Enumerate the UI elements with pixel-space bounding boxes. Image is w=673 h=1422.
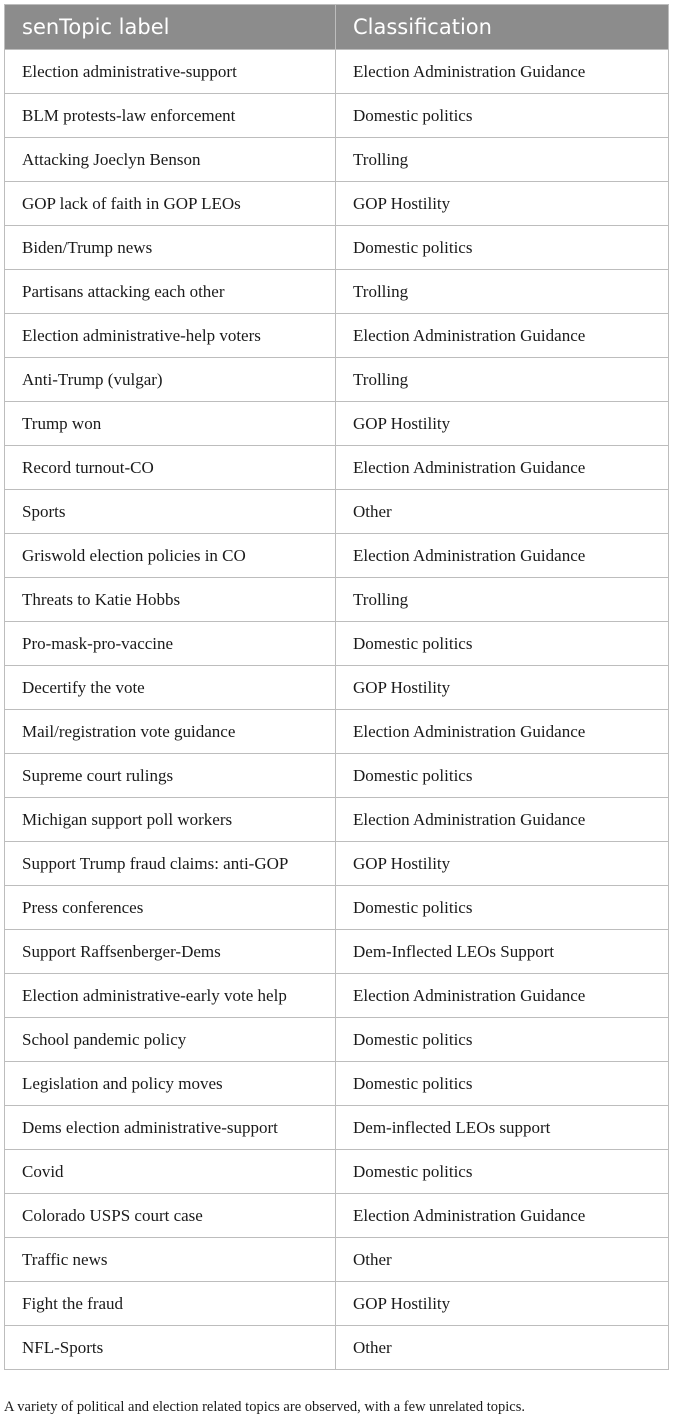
classification-cell: Election Administration Guidance bbox=[336, 974, 669, 1018]
classification-cell: Domestic politics bbox=[336, 94, 669, 138]
table-row bbox=[5, 358, 669, 402]
table-row bbox=[5, 1106, 669, 1150]
classification-cell: Domestic politics bbox=[336, 622, 669, 666]
table-row bbox=[5, 534, 669, 578]
table-row bbox=[5, 622, 669, 666]
classification-cell: Other bbox=[336, 490, 669, 534]
classification-cell: GOP Hostility bbox=[336, 182, 669, 226]
classification-cell: GOP Hostility bbox=[336, 842, 669, 886]
sentopic-label-cell: Mail/registration vote guidance bbox=[5, 710, 336, 754]
table-row bbox=[5, 1194, 669, 1238]
topic-classification-table-container bbox=[4, 4, 668, 1370]
table-row bbox=[5, 930, 669, 974]
classification-cell: Election Administration Guidance bbox=[336, 798, 669, 842]
classification-cell: Domestic politics bbox=[336, 226, 669, 270]
table-row bbox=[5, 974, 669, 1018]
table-row bbox=[5, 314, 669, 358]
table-row bbox=[5, 402, 669, 446]
table-row bbox=[5, 138, 669, 182]
table-row bbox=[5, 578, 669, 622]
table-row bbox=[5, 1282, 669, 1326]
sentopic-label-cell: Press conferences bbox=[5, 886, 336, 930]
sentopic-label-cell: Threats to Katie Hobbs bbox=[5, 578, 336, 622]
table-row bbox=[5, 798, 669, 842]
sentopic-label-cell: Sports bbox=[5, 490, 336, 534]
sentopic-label-cell: GOP lack of faith in GOP LEOs bbox=[5, 182, 336, 226]
sentopic-label-cell: Attacking Joeclyn Benson bbox=[5, 138, 336, 182]
sentopic-label-cell: Pro-mask-pro-vaccine bbox=[5, 622, 336, 666]
sentopic-label-cell: Record turnout-CO bbox=[5, 446, 336, 490]
sentopic-label-cell: Trump won bbox=[5, 402, 336, 446]
header-sentopic-label: senTopic label bbox=[5, 5, 336, 50]
sentopic-label-cell: Dems election administrative-support bbox=[5, 1106, 336, 1150]
table-row bbox=[5, 1062, 669, 1106]
sentopic-label-cell: Election administrative-support bbox=[5, 50, 336, 94]
classification-cell: Domestic politics bbox=[336, 1062, 669, 1106]
sentopic-label-cell: Traffic news bbox=[5, 1238, 336, 1282]
classification-cell: Dem-inflected LEOs support bbox=[336, 1106, 669, 1150]
classification-cell: Election Administration Guidance bbox=[336, 1194, 669, 1238]
classification-cell: GOP Hostility bbox=[336, 1282, 669, 1326]
table-row bbox=[5, 1018, 669, 1062]
table-row bbox=[5, 842, 669, 886]
classification-cell: Election Administration Guidance bbox=[336, 710, 669, 754]
header-classification: Classification bbox=[336, 5, 669, 50]
classification-cell: Trolling bbox=[336, 138, 669, 182]
classification-cell: GOP Hostility bbox=[336, 666, 669, 710]
classification-cell: Election Administration Guidance bbox=[336, 314, 669, 358]
table-row bbox=[5, 1150, 669, 1194]
table-row bbox=[5, 754, 669, 798]
sentopic-label-cell: NFL-Sports bbox=[5, 1326, 336, 1370]
table-row bbox=[5, 94, 669, 138]
classification-cell: GOP Hostility bbox=[336, 402, 669, 446]
classification-cell: Election Administration Guidance bbox=[336, 446, 669, 490]
classification-cell: Dem-Inflected LEOs Support bbox=[336, 930, 669, 974]
sentopic-label-cell: Anti-Trump (vulgar) bbox=[5, 358, 336, 402]
sentopic-label-cell: Colorado USPS court case bbox=[5, 1194, 336, 1238]
table-row bbox=[5, 1238, 669, 1282]
sentopic-label-cell: Election administrative-help voters bbox=[5, 314, 336, 358]
sentopic-label-cell: Covid bbox=[5, 1150, 336, 1194]
sentopic-label-cell: Decertify the vote bbox=[5, 666, 336, 710]
table-header-row bbox=[5, 5, 669, 50]
table-row bbox=[5, 710, 669, 754]
classification-cell: Other bbox=[336, 1238, 669, 1282]
sentopic-label-cell: Legislation and policy moves bbox=[5, 1062, 336, 1106]
table-row bbox=[5, 490, 669, 534]
classification-cell: Domestic politics bbox=[336, 754, 669, 798]
classification-cell: Trolling bbox=[336, 358, 669, 402]
classification-cell: Election Administration Guidance bbox=[336, 50, 669, 94]
classification-cell: Domestic politics bbox=[336, 1018, 669, 1062]
topic-classification-table bbox=[4, 4, 669, 1370]
sentopic-label-cell: Fight the fraud bbox=[5, 1282, 336, 1326]
sentopic-label-cell: Partisans attacking each other bbox=[5, 270, 336, 314]
sentopic-label-cell: Michigan support poll workers bbox=[5, 798, 336, 842]
sentopic-label-cell: Election administrative-early vote help bbox=[5, 974, 336, 1018]
sentopic-label-cell: BLM protests-law enforcement bbox=[5, 94, 336, 138]
table-row bbox=[5, 226, 669, 270]
classification-cell: Domestic politics bbox=[336, 1150, 669, 1194]
sentopic-label-cell: School pandemic policy bbox=[5, 1018, 336, 1062]
table-row bbox=[5, 886, 669, 930]
table-body bbox=[5, 50, 669, 1370]
sentopic-label-cell: Support Raffsenberger-Dems bbox=[5, 930, 336, 974]
table-row bbox=[5, 270, 669, 314]
sentopic-label-cell: Support Trump fraud claims: anti-GOP bbox=[5, 842, 336, 886]
classification-cell: Trolling bbox=[336, 578, 669, 622]
sentopic-label-cell: Supreme court rulings bbox=[5, 754, 336, 798]
table-row bbox=[5, 50, 669, 94]
classification-cell: Domestic politics bbox=[336, 886, 669, 930]
table-row bbox=[5, 446, 669, 490]
classification-cell: Trolling bbox=[336, 270, 669, 314]
table-row bbox=[5, 182, 669, 226]
sentopic-label-cell: Biden/Trump news bbox=[5, 226, 336, 270]
classification-cell: Election Administration Guidance bbox=[336, 534, 669, 578]
sentopic-label-cell: Griswold election policies in CO bbox=[5, 534, 336, 578]
table-row bbox=[5, 666, 669, 710]
table-row bbox=[5, 1326, 669, 1370]
table-caption: A variety of political and election related topics are observed, with a few unrelated topics. bbox=[4, 1399, 526, 1415]
classification-cell: Other bbox=[336, 1326, 669, 1370]
